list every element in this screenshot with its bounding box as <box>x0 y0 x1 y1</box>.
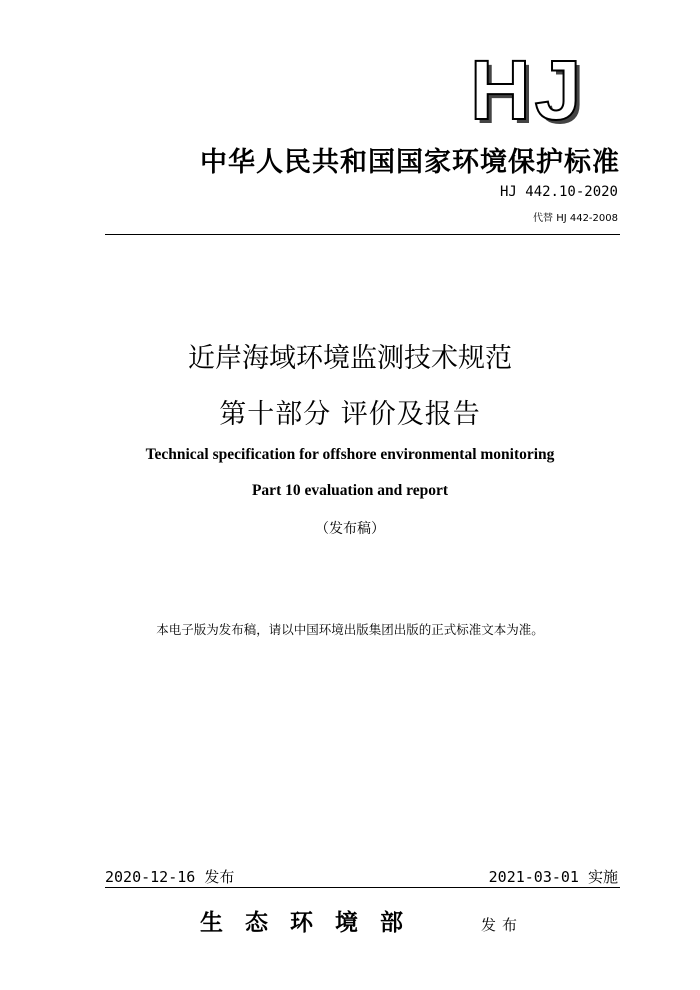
organization-title: 中华人民共和国国家环境保护标准 <box>200 147 620 178</box>
replaces-note: 代替 HJ 442-2008 <box>533 213 618 224</box>
electronic-version-notice: 本电子版为发布稿，请以中国环境出版集团出版的正式标准文本为准。 <box>156 622 544 637</box>
draft-status: （发布稿） <box>315 521 385 537</box>
title-en-line1: Technical specification for offshore environmental monitoring <box>145 446 555 463</box>
footer-divider <box>105 887 620 888</box>
header-divider <box>105 234 620 235</box>
issued-label: 发布 <box>481 916 524 934</box>
issuing-authority: 生态环境部 <box>200 909 425 936</box>
release-date: 2020-12-16 发布 <box>105 868 235 886</box>
effective-date: 2021-03-01 实施 <box>488 868 618 886</box>
standard-code: HJ 442.10-2020 <box>499 184 618 200</box>
title-cn-line1: 近岸海域环境监测技术规范 <box>188 343 512 374</box>
title-en-line2: Part 10 evaluation and report <box>251 482 449 499</box>
title-cn-line2: 第十部分 评价及报告 <box>219 399 481 430</box>
hj-logo: HJ <box>470 43 586 137</box>
